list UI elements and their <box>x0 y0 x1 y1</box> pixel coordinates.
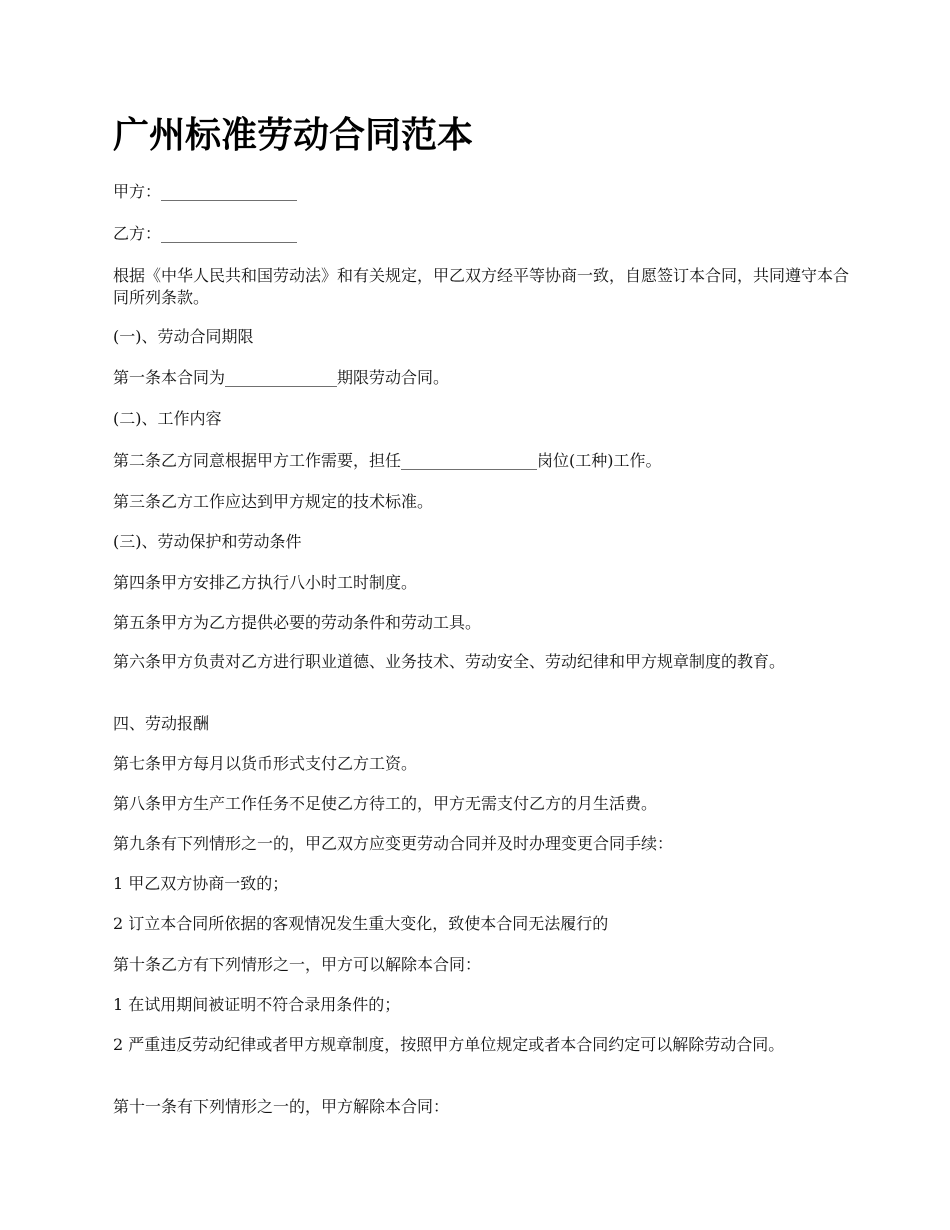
article-1: 第一条本合同为______________期限劳动合同。 <box>113 368 450 387</box>
section-heading-term: (一)、劳动合同期限 <box>113 327 254 346</box>
article-10-item-2: 2 严重违反劳动纪律或者甲方规章制度，按照甲方单位规定或者本合同约定可以解除劳动合同。 <box>113 1035 785 1054</box>
article-9: 第九条有下列情形之一的，甲乙双方应变更劳动合同并及时办理变更合同手续： <box>113 834 674 853</box>
article-5: 第五条甲方为乙方提供必要的劳动条件和劳动工具。 <box>113 613 482 632</box>
party-b-line: 乙方：_________________ <box>113 224 298 243</box>
article-2: 第二条乙方同意根据甲方工作需要，担任_________________岗位(工种)工作。 <box>113 451 662 470</box>
article-8: 第八条甲方生产工作任务不足使乙方待工的，甲方无需支付乙方的月生活费。 <box>113 794 658 813</box>
article-9-item-2: 2 订立本合同所依据的客观情况发生重大变化，致使本合同无法履行的 <box>113 914 609 933</box>
section-heading-pay: 四、劳动报酬 <box>113 714 210 733</box>
article-10: 第十条乙方有下列情形之一，甲方可以解除本合同： <box>113 955 482 974</box>
article-3: 第三条乙方工作应达到甲方规定的技术标准。 <box>113 492 434 511</box>
section-heading-protection: (三)、劳动保护和劳动条件 <box>113 532 302 551</box>
party-a-line: 甲方：_________________ <box>113 182 298 201</box>
section-heading-work: (二)、工作内容 <box>113 409 222 428</box>
article-7: 第七条甲方每月以货币形式支付乙方工资。 <box>113 754 418 773</box>
article-4: 第四条甲方安排乙方执行八小时工时制度。 <box>113 573 418 592</box>
preamble-paragraph: 根据《中华人民共和国劳动法》和有关规定，甲乙双方经平等协商一致，自愿签订本合同，共同遵守本合同所列条款。 <box>113 266 850 307</box>
article-9-item-1: 1 甲乙双方协商一致的； <box>113 874 289 893</box>
document-title: 广州标准劳动合同范本 <box>113 115 474 156</box>
article-11: 第十一条有下列情形之一的，甲方解除本合同： <box>113 1097 450 1116</box>
article-6: 第六条甲方负责对乙方进行职业道德、业务技术、劳动安全、劳动纪律和甲方规章制度的教育。 <box>113 652 786 671</box>
article-10-item-1: 1 在试用期间被证明不符合录用条件的； <box>113 995 401 1014</box>
